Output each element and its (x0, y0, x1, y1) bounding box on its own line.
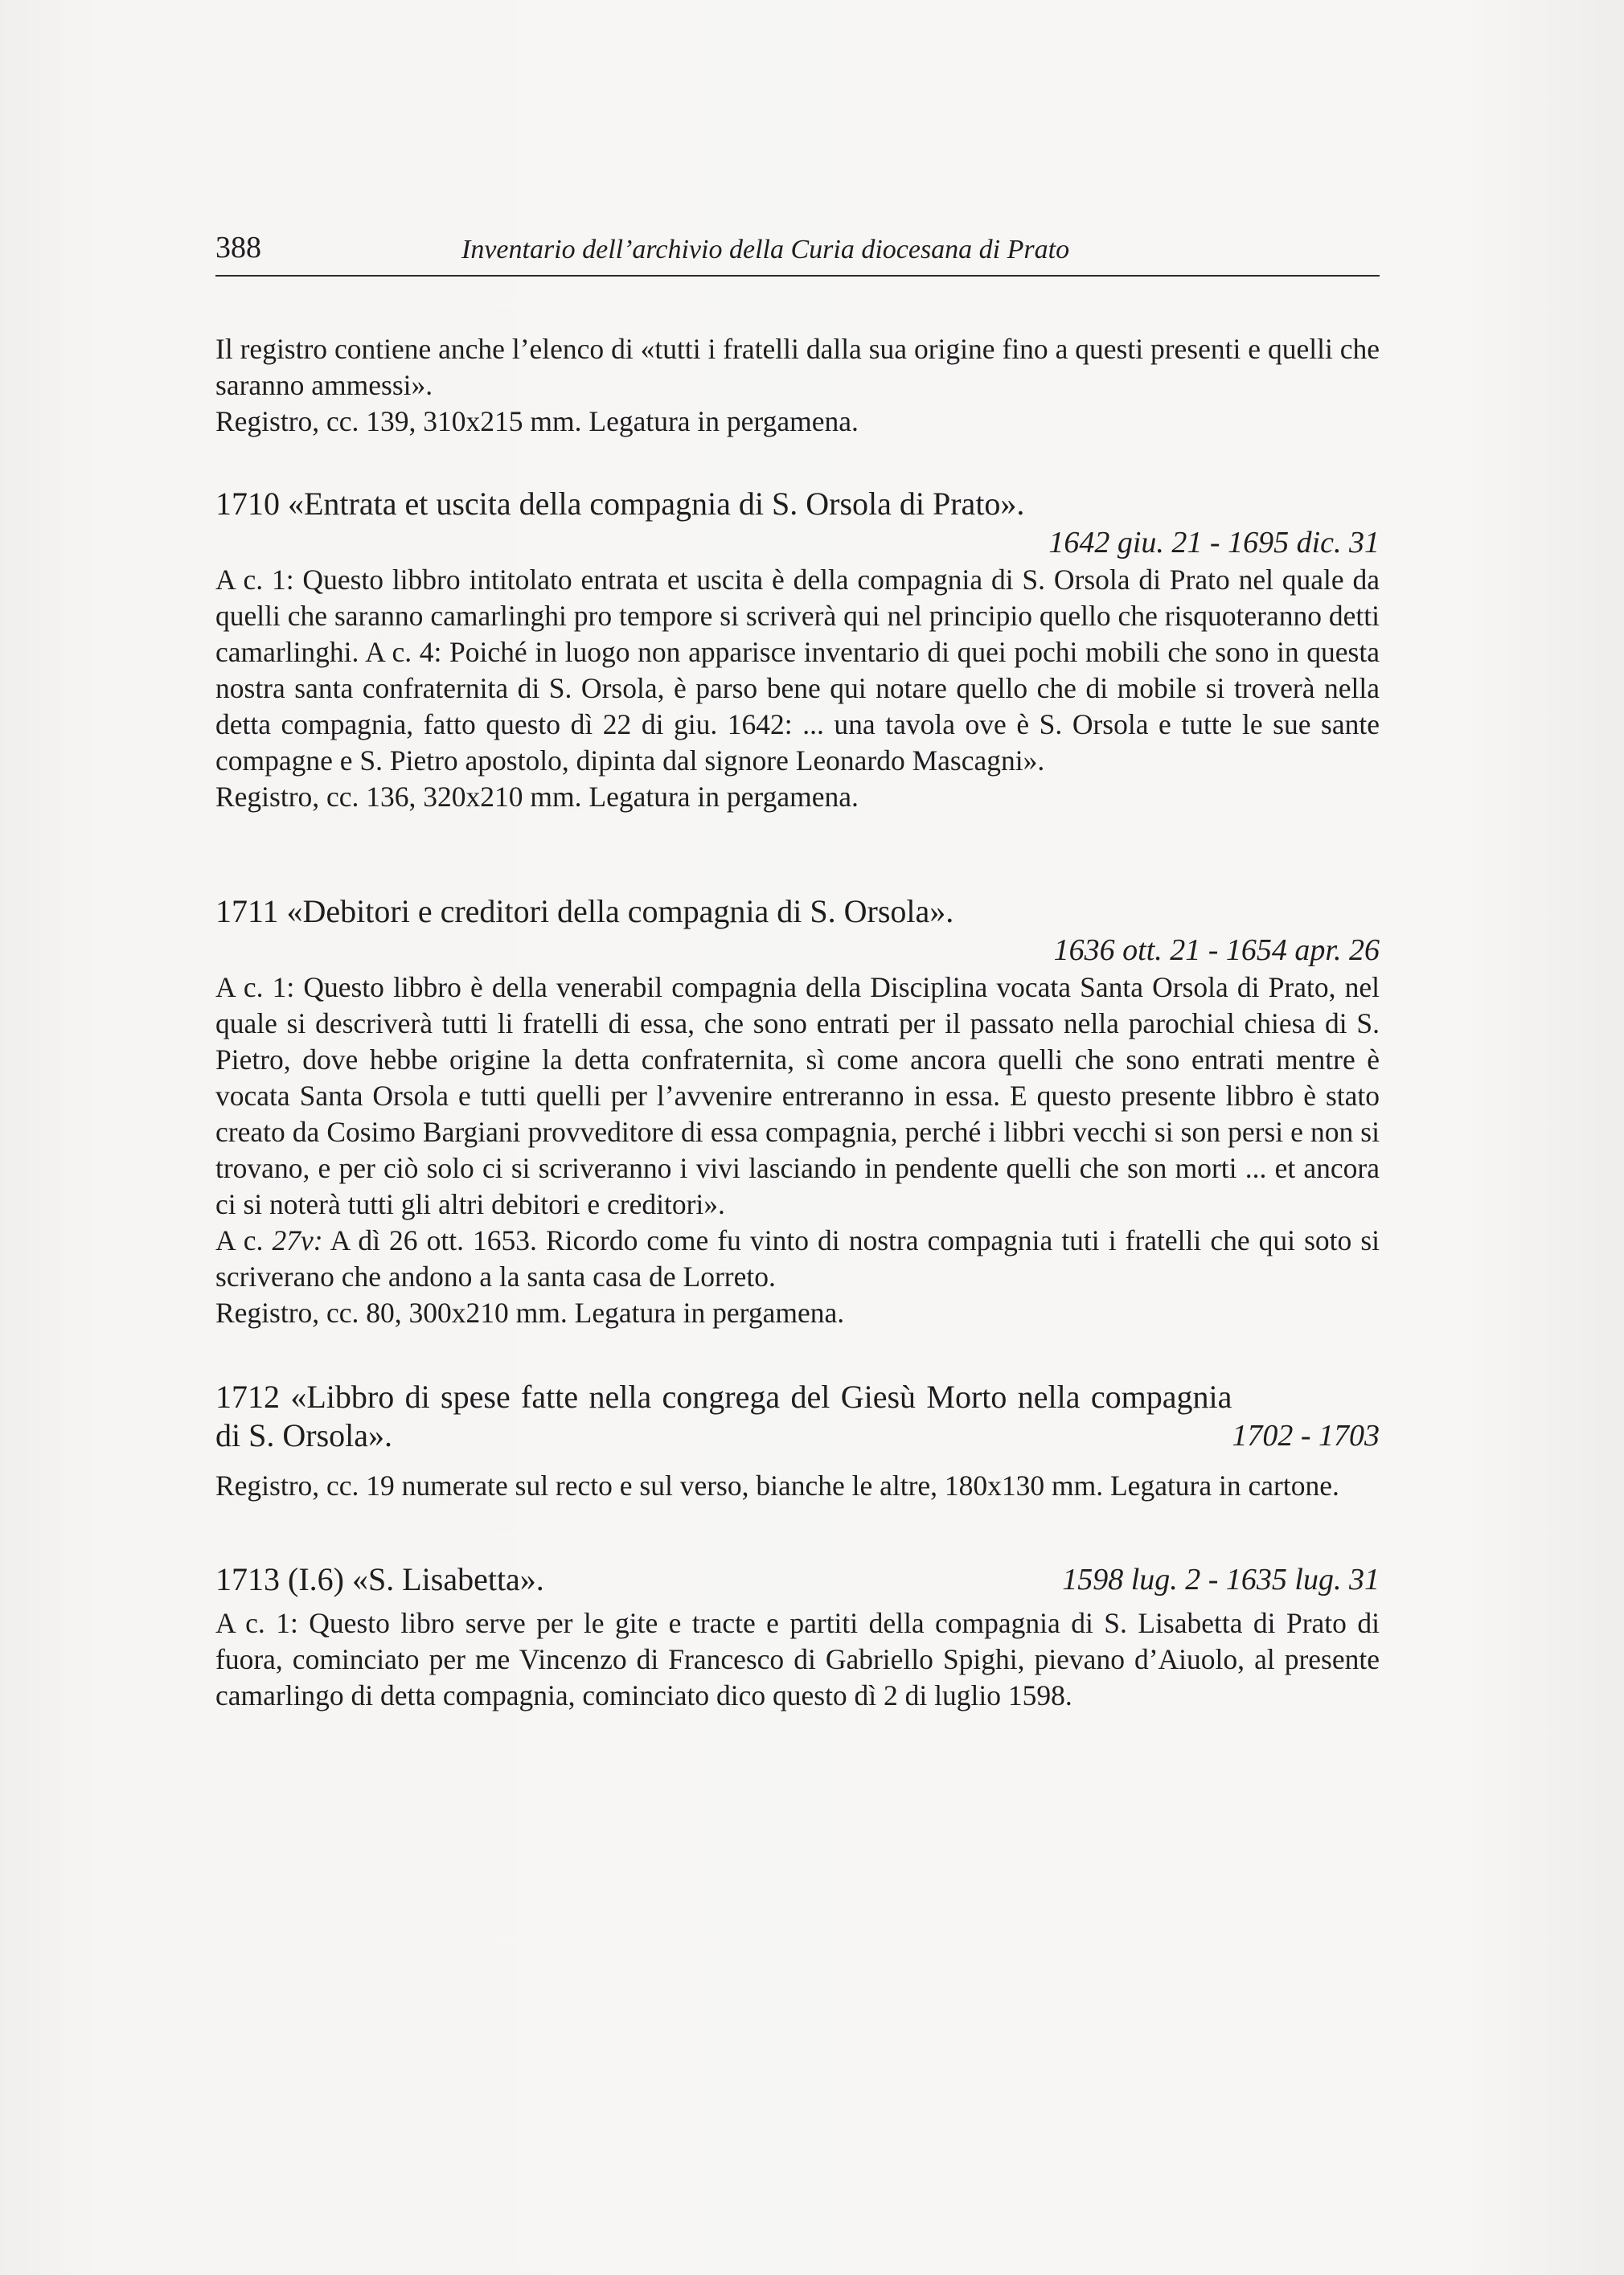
folio-reference: 27v: (272, 1224, 323, 1256)
entry-date: 1702 - 1703 (1232, 1419, 1380, 1453)
folio-prefix: A c. (215, 1224, 273, 1256)
entry-1710 (215, 485, 1380, 815)
entry-date: 1642 giu. 21 - 1695 dic. 31 (1048, 526, 1380, 560)
page-header (215, 230, 1380, 277)
entry-title: 1710 «Entrata et uscita della compagnia di S. Orsola di Prato». (215, 486, 1025, 522)
entry-title (215, 1378, 1380, 1455)
entry-title-text: 1712 «Libbro di spese fatte nella congrega del Giesù Morto nella compagnia di S. Orsola». (215, 1379, 1232, 1453)
page-content (215, 331, 1380, 1761)
entry-1713 (215, 1560, 1380, 1714)
entry-title: 1711 «Debitori e creditori della compagnia di S. Orsola». (215, 893, 954, 929)
folio-text: A dì 26 ott. 1653. Ricordo come fu vinto di nostra compagnia tuti i fratelli che qui soto si scriverano che andono a la santa casa de Lorreto. (215, 1224, 1380, 1293)
entry-physical-description: Registro, cc. 80, 300x210 mm. Legatura in pergamena. (215, 1297, 845, 1329)
entry-title (215, 1560, 1380, 1599)
entry-physical-description: Registro, cc. 19 numerate sul recto e sul verso, bianche le altre, 180x130 mm. Legatura in cartone. (215, 1470, 1339, 1502)
running-title: Inventario dell’archivio della Curia diocesana di Prato (461, 235, 1070, 264)
entry-description: A c. 1: Questo libbro è della venerabil compagnia della Disciplina vocata Santa Orsola di Prato, nel quale si descriverà tutti li fratelli di essa, che sono entrati per il passato nella parochial chiesa di S. Pietro, dove hebbe origine la detta confraternita, sì come ancora quelli che sono entrati mentre è vocata Santa Orsola e tutti quelli per l’avvenire entreranno in essa. E questo presente libbro è stato creato da Cosimo Bargiani provveditore di essa compagnia, perché i libbri vecchi si son persi e non si trovano, e per ciò solo ci si scriveranno i vivi lasciando in pendente quelli che son morti ... et ancora ci si noterà tutti gli altri debitori e creditori». (215, 971, 1380, 1220)
entry-date: 1598 lug. 2 - 1635 lug. 31 (1062, 1563, 1380, 1597)
entry-1711 (215, 892, 1380, 1331)
entry-description: A c. 1: Questo libro serve per le gite e tracte e partiti della compagnia di S. Lisabetta di Prato di fuora, cominciato per me Vincenzo di Francesco di Gabriello Spighi, pievano d’Aiuolo, al presente camarlingo di detta compagnia, cominciato dico questo dì 2 di luglio 1598. (215, 1607, 1380, 1711)
page-number: 388 (215, 231, 261, 264)
entry-date: 1636 ott. 21 - 1654 apr. 26 (1053, 933, 1380, 967)
intro-text: Il registro contiene anche l’elenco di «tutti i fratelli dalla sua origine fino a questi presenti e quelli che saranno ammessi». (215, 333, 1380, 401)
intro-physical-description: Registro, cc. 139, 310x215 mm. Legatura in pergamena. (215, 405, 859, 437)
entry-physical-description: Registro, cc. 136, 320x210 mm. Legatura in pergamena. (215, 781, 859, 813)
entry-description-continued (215, 1223, 1380, 1295)
entry-description: A c. 1: Questo libbro intitolato entrata et uscita è della compagnia di S. Orsola di Prato nel quale da quelli che saranno camarlinghi pro tempore si scriverà qui nel principio quello che risquoteranno detti camarlinghi. A c. 4: Poiché in luogo non apparisce inventario di quei pochi mobili che sono in questa nostra santa confraternita di S. Orsola, è parso bene qui notare quello che di mobile si troverà nella detta compagnia, fatto questo dì 22 di giu. 1642: ... una tavola ove è S. Orsola e tutte le sue sante compagne e S. Pietro apostolo, dipinta dal signore Leonardo Mascagni». (215, 564, 1380, 777)
entry-title-text: 1713 (I.6) «S. Lisabetta». (215, 1561, 544, 1597)
intro-paragraph (215, 331, 1380, 440)
entry-1712 (215, 1378, 1380, 1504)
